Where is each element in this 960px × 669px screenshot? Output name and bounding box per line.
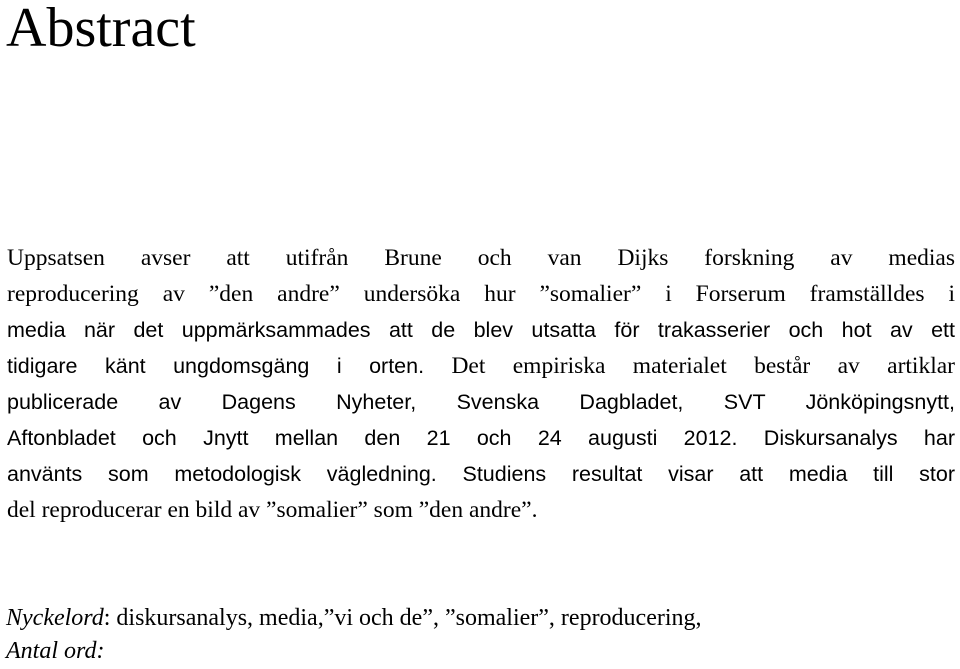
abstract-line: använts som metodologisk vägledning. Studiens resultat visar att media till stor [7,462,955,486]
keywords-label: Nyckelord [6,605,104,631]
abstract-line: publicerade av Dagens Nyheter, Svenska Dagbladet, SVT Jönköpingsnytt, [7,390,955,414]
page-title: Abstract [6,0,196,59]
abstract-line-mixed [7,348,955,384]
abstract-line-part: tidigare känt ungdomsgäng i orten. [7,354,425,378]
keywords-separator: : [103,605,111,631]
abstract-line: Aftonbladet och Jnytt mellan den 21 och 24 augusti 2012. Diskursanalys har [7,426,955,450]
abstract-line-part: Det empiriska materialet består av artiklar [424,353,956,379]
word-count-label: Antal ord: [6,638,105,664]
keywords-line [6,600,702,636]
abstract-line: media när det uppmärksammades att de blev utsatta för trakasserier och hot av ett [7,318,955,342]
keywords-text: diskursanalys, media,”vi och de”, ”somalier”, reproducering, [110,605,702,631]
abstract-line: del reproducerar en bild av ”somalier” som ”den andre”. [7,497,538,523]
abstract-line: Uppsatsen avser att utifrån Brune och van Dijks forskning av medias [7,245,955,271]
abstract-line: reproducering av ”den andre” undersöka hur ”somalier” i Forserum framställdes i [7,281,955,307]
